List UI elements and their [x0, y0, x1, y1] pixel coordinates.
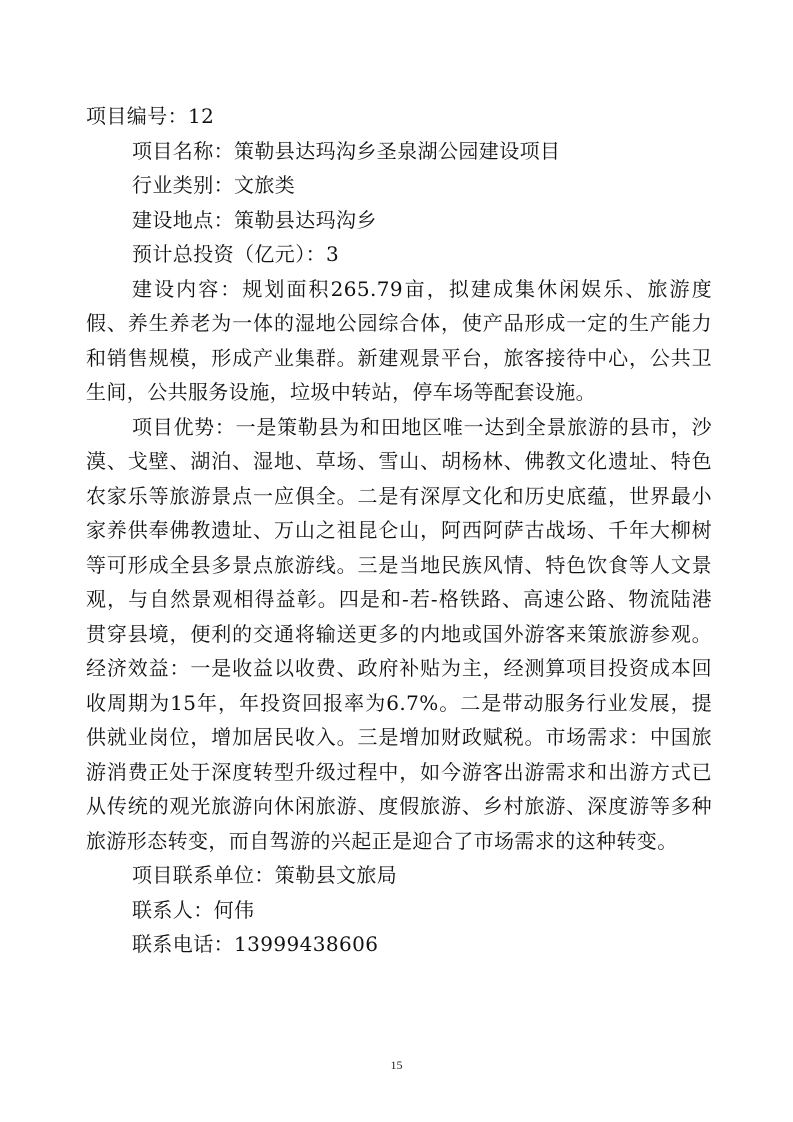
total-investment: 预计总投资（亿元）：3	[132, 242, 340, 266]
project-name: 项目名称：策勒县达玛沟乡圣泉湖公园建设项目	[132, 138, 561, 163]
project-advantages: 项目优势：一是策勒县为和田地区唯一达到全景旅游的县市，沙漠、戈壁、湖泊、湿地、草场、雪山、胡杨林、佛教文化遗址、特色农家乐等旅游景点一应俱全。二是有深厚文化和历史底蕴，世界最小家养供奉佛教遗址、万山之祖昆仑山，阿西阿萨古战场、千年大柳树等可形成全县多景点旅游线。三是当地民族风情、特色饮食等人文景观，与自然景观相得益彰。四是和-若-格铁路、高速公路、物流陆港贯穿县境，便利的交通将输送更多的内地或国外游客来策旅游参观。经济效益：一是收益以收费、政府补贴为主，经测算项目投资成本回收周期为15年，年投资回报率为6.7%。二是带动服务行业发展，提供就业岗位，增加居民收入。三是增加财政赋税。市场需求：中国旅游消费正处于深度转型升级过程中，如今游客出游需求和出游方式已从传统的观光旅游向休闲旅游、度假旅游、乡村旅游、深度游等多种旅游形态转变，而自驾游的兴起正是迎合了市场需求的这种转变。	[86, 414, 712, 853]
project-number: 项目编号：12	[86, 104, 215, 128]
construction-content: 建设内容：规划面积265.79亩，拟建成集休闲娱乐、旅游度假、养生养老为一体的湿地公园综合体，使产品形成一定的生产能力和销售规模，形成产业集群。新建观景平台，旅客接待中心，公共卫生间，公共服务设施，垃圾中转站，停车场等配套设施。	[86, 276, 712, 404]
construction-location: 建设地点：策勒县达玛沟乡	[132, 207, 377, 232]
contact-unit: 项目联系单位：策勒县文旅局	[132, 863, 398, 887]
contact-phone: 联系电话：13999438606	[132, 932, 379, 956]
industry-category: 行业类别：文旅类	[132, 173, 296, 197]
project-content	[86, 99, 712, 962]
page-number: 15	[390, 1058, 403, 1072]
contact-person: 联系人：何伟	[132, 897, 255, 922]
